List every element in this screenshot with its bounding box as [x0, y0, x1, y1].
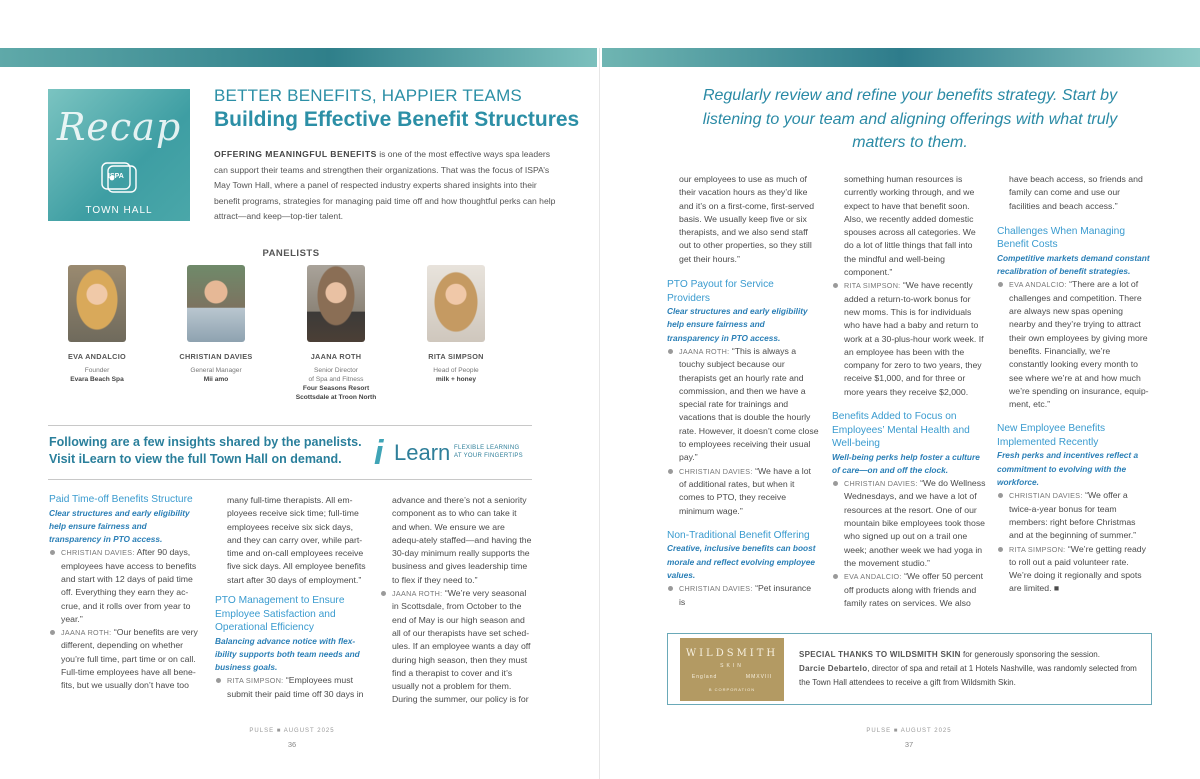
- panelist-eva-andalcio: [42, 265, 152, 384]
- quote-paragraph: [49, 546, 201, 626]
- panelist-org: Evara Beach Spa: [70, 376, 124, 383]
- footer-right: PULSE ■ AUGUST 2025: [866, 728, 952, 734]
- footer-left: PULSE ■ AUGUST 2025: [249, 728, 335, 734]
- p37-column-1: [667, 173, 819, 609]
- section-heading-new-benefits: New Employee Benefits Implemented Recently: [997, 423, 1106, 448]
- insight-line-1: Following are a few insights shared by the panelists.: [49, 435, 362, 449]
- intro-lead: OFFERING MEANINGFUL BENEFITS: [214, 149, 377, 159]
- quote-paragraph: [832, 570, 986, 610]
- section-heading-non-traditional: Non-Traditional Benefit Offering: [667, 529, 810, 541]
- top-color-band-left: [0, 48, 597, 67]
- panelists-heading: PANELISTS: [262, 248, 320, 259]
- quote-text: “We’re getting ready to roll out a paid volunteer rate. We’re doing it regionally and spots are limited. ■: [1009, 543, 1146, 594]
- speaker-label: CHRISTIAN DAVIES:: [844, 479, 918, 489]
- panelist-christian-davies: [161, 265, 271, 384]
- quote-paragraph: [380, 587, 533, 707]
- panelist-role: Senior Director: [314, 367, 358, 374]
- town-hall-label: TOWN HALL: [85, 205, 153, 216]
- quote-text: After 90 days, employees have access to benefits and start with 12 days of paid time off. Everything they earn they ac-crue, and it rolls over from year to year.”: [61, 547, 197, 624]
- p36-column-2: [215, 494, 369, 701]
- quote-paragraph: [667, 345, 819, 465]
- quote-text: “We offer 50 percent off products along with friends and family rates on services. We also: [844, 571, 983, 608]
- section-subheading: Clear structures and early eligibility help ensure fairness and transparency in PTO access.: [49, 507, 190, 545]
- panelist-name: CHRISTIAN DAVIES: [179, 352, 253, 361]
- ilearn-tag-2: AT YOUR FINGERTIPS: [454, 453, 523, 459]
- p37-column-2: [832, 173, 986, 610]
- quote-paragraph: [832, 279, 986, 399]
- quote-text: “We have a lot of additional rates, but when it comes to PTO, they receive minimum wage.”: [679, 465, 811, 516]
- speaker-label: RITA SIMPSON:: [227, 676, 284, 686]
- quote-paragraph: [49, 626, 201, 692]
- quote-paragraph: [997, 543, 1151, 596]
- quote-paragraph: [667, 582, 819, 609]
- panelist-photo: [187, 265, 245, 342]
- quote-text: “This is always a touchy subject because our therapists get an hourly rate and commission, and then we have a special rate for trainings and vacations that is double the hourly rate. However, it doesn’t come close to employees receiving their usual pay.”: [679, 345, 819, 463]
- ilearn-i: i: [374, 434, 384, 472]
- divider-bottom: [48, 479, 532, 480]
- speaker-label: JAANA ROTH:: [392, 589, 443, 599]
- panelist-org: milk + honey: [435, 376, 477, 383]
- quote-text: “We have recently added a return-to-work bonus for new moms. This is for individuals who have had a baby and return to work at a 30-plus-hour work week. If an employee has been with the company for zero to two years, they receive $1,000, and for three or more years they receive $2,000.: [844, 280, 984, 397]
- ilearn-logo: [374, 432, 534, 470]
- quote-text: “Our benefits are very different, depending on whether you’re full time, part time or on call. Full-time employees have all bene-fits, but we usually don’t have too: [61, 627, 198, 691]
- panelist-name: EVA ANDALCIO: [67, 352, 127, 361]
- top-color-band-right: [602, 48, 1200, 67]
- panelist-org: Mii amo: [203, 376, 229, 383]
- recap-town-hall-badge: [48, 89, 190, 221]
- section-heading-pto-payout: PTO Payout for Service Providers: [667, 279, 774, 304]
- p37-column-3: [997, 173, 1151, 596]
- ilearn-tagline: [454, 444, 523, 460]
- winner-name: Darcie Debartelo: [799, 664, 868, 673]
- article-title: Building Effective Benefit Structures: [214, 108, 580, 131]
- winner-text: , director of spa and retail at 1 Hotels Nashville, was randomly selected from the Town Hall attendees to receive a gift from Wildsmith Skin.: [799, 664, 1137, 687]
- logo-wordmark: WILDSMITH: [685, 648, 779, 659]
- article-intro: [214, 147, 564, 225]
- page-number-37: 37: [904, 740, 914, 749]
- speaker-label: JAANA ROTH:: [61, 628, 112, 638]
- section-subheading: Clear structures and early eligibility help ensure fairness and transparency in PTO access.: [667, 306, 808, 343]
- quote-paragraph: [667, 465, 819, 518]
- panelist-photo: [307, 265, 365, 342]
- speaker-label: CHRISTIAN DAVIES:: [1009, 491, 1083, 501]
- sponsor-rest: for generously sponsoring the session.: [960, 650, 1100, 659]
- panelist-rita-simpson: [401, 265, 511, 384]
- ilearn-tag-1: FLEXIBLE LEARNING: [454, 445, 520, 451]
- section-heading-cost-challenges: Challenges When Managing Benefit Costs: [997, 225, 1125, 251]
- sponsor-text: [799, 648, 1139, 690]
- sponsor-box: [667, 633, 1152, 705]
- page-number-36: 36: [287, 740, 297, 749]
- speaker-label: CHRISTIAN DAVIES:: [679, 466, 753, 476]
- quote-paragraph: [997, 489, 1151, 542]
- section-subheading: Creative, inclusive benefits can boost morale and reflect evolving employee values.: [667, 543, 816, 580]
- divider-top: [48, 425, 532, 426]
- p36-column-3: [380, 494, 533, 707]
- wildsmith-logo: [680, 638, 784, 701]
- section-heading-pto-structure: Paid Time-off Benefits Structure: [49, 494, 193, 505]
- speaker-label: CHRISTIAN DAVIES:: [61, 548, 135, 558]
- speaker-label: EVA ANDALCIO:: [1009, 280, 1067, 290]
- logo-origin: England MMXVIII: [691, 674, 773, 680]
- quote-paragraph: [997, 278, 1151, 411]
- body-paragraph: our employees to use as much of their vacation hours as they’d like and it’s on a first-come, first-served basis. We usually keep five or six therapists, and we also send staff out to other properties, so they still get their hours.”: [679, 174, 815, 264]
- section-subheading: Fresh perks and incentives reflect a commitment to evolving with the workforce.: [997, 450, 1139, 488]
- section-subheading: Balancing advance notice with flex-ibility supports both team needs and business goals.: [215, 635, 360, 673]
- quote-text: “We’re very seasonal in Scottsdale, from October to the end of May is our high season and all of our therapists have set sched-ules. If an employee wants a day off during high season, then they must find a therapist to cover and it’s usually not a problem for them. During the summer, our policy is for: [392, 588, 531, 705]
- quote-paragraph: [832, 477, 986, 570]
- quote-text: “There are a lot of challenges and competition. There are always new spas opening nearby and they’re trying to attract their own employees by giving more benefits. Financially, we’re constantly looking every month to see where we’re at and how much we’re spending on insurance, equip-ment, etc.”: [1009, 279, 1149, 410]
- quote-text: “We offer a twice-a-year bonus for team members: right before Christmas and at the beginning of summer.”: [1009, 490, 1137, 541]
- panelist-photo: [427, 265, 485, 342]
- sponsor-lead: SPECIAL THANKS TO WILDSMITH SKIN: [799, 650, 961, 659]
- ilearn-word: Learn: [394, 440, 451, 465]
- p36-column-1: [49, 493, 201, 693]
- insight-line-2: Visit iLearn to view the full Town Hall on demand.: [49, 452, 342, 466]
- quote-text: “Pet insurance is: [679, 583, 812, 607]
- speaker-label: RITA SIMPSON:: [1009, 544, 1066, 554]
- section-subheading: Well-being perks help foster a culture of care—on and off the clock.: [832, 451, 980, 475]
- logo-badge: B CORPORATION: [708, 687, 756, 692]
- section-heading-mental-health: Benefits Added to Focus on Employees’ Mental Health and Well-being: [832, 411, 970, 450]
- speaker-label: RITA SIMPSON:: [844, 281, 901, 291]
- body-paragraph: have beach access, so friends and family can come and use our facilities and beach access.”: [1009, 174, 1143, 211]
- speaker-label: EVA ANDALCIO:: [844, 572, 902, 582]
- quote-text: “We do Wellness Wednesdays, and we have a lot of resources at the resort. One of our mountain bike employees took those who signed up out on a trail one week; another week we had yoga in the movement studio.”: [844, 478, 986, 568]
- panelist-photo: [68, 265, 126, 342]
- quote-text: “Employees must submit their paid time off 30 days in: [227, 675, 364, 699]
- panelist-name: JAANA ROTH: [310, 352, 362, 361]
- insight-callout: [49, 434, 379, 468]
- pull-quote: Regularly review and refine your benefits strategy. Start by listening to your team and aligning offerings with what truly matters to them.: [702, 87, 1118, 151]
- panelist-role: Head of People: [433, 367, 479, 374]
- panelist-role-line2: of Spa and Fitness: [308, 376, 364, 383]
- body-paragraph: something human resources is currently working through, and we expect to have that benefit soon. Also, we recently added domestic spouses across all categories. We do a lot of little things that fall into the mindful and well-being component.”: [844, 174, 976, 278]
- body-paragraph: many full-time therapists. All em-ployees receive sick time; full-time employees receive six sick days, and they can carry over, while part-time and on-call employees receive five sick days. All employee benefits start after 30 days of employment.”: [227, 495, 366, 585]
- ispa-logo-text: ISPA: [108, 173, 124, 180]
- panelist-org-line2: Scottsdale at Troon North: [295, 394, 377, 401]
- panelist-org: Four Seasons Resort: [302, 385, 370, 392]
- panelist-name: RITA SIMPSON: [428, 352, 484, 361]
- section-heading-pto-management: PTO Management to Ensure Employee Satisfaction and Operational Efficiency: [215, 595, 345, 634]
- panelist-role: General Manager: [190, 367, 242, 374]
- quote-paragraph: [215, 674, 369, 701]
- page-spine: [599, 48, 600, 779]
- panelist-jaana-roth: [281, 265, 391, 402]
- body-paragraph: advance and there’s not a seniority component as to who can take it and when. We ensure we are adequ-ately staffed—and having the 30-day minimum really supports the business and gives leadership time to flex if they need to.”: [392, 495, 532, 585]
- recap-word: Recap: [56, 105, 182, 149]
- article-kicker: BETTER BENEFITS, HAPPIER TEAMS: [214, 86, 522, 105]
- logo-sub: SKIN: [720, 663, 744, 669]
- section-subheading: Competitive markets demand constant recalibration of benefit strategies.: [997, 252, 1150, 277]
- intro-body: is one of the most effective ways spa leaders can support their teams and strengthen their organizations. That was the focus of ISPA’s May Town Hall, where a panel of respected industry experts shared insights into their benefit programs, strategies for managing paid time off and how thoughtful perks can help attract—and keep—top-tier talent.: [214, 149, 556, 221]
- speaker-label: CHRISTIAN DAVIES:: [679, 584, 753, 594]
- speaker-label: JAANA ROTH:: [679, 346, 730, 356]
- panelist-role: Founder: [84, 367, 110, 374]
